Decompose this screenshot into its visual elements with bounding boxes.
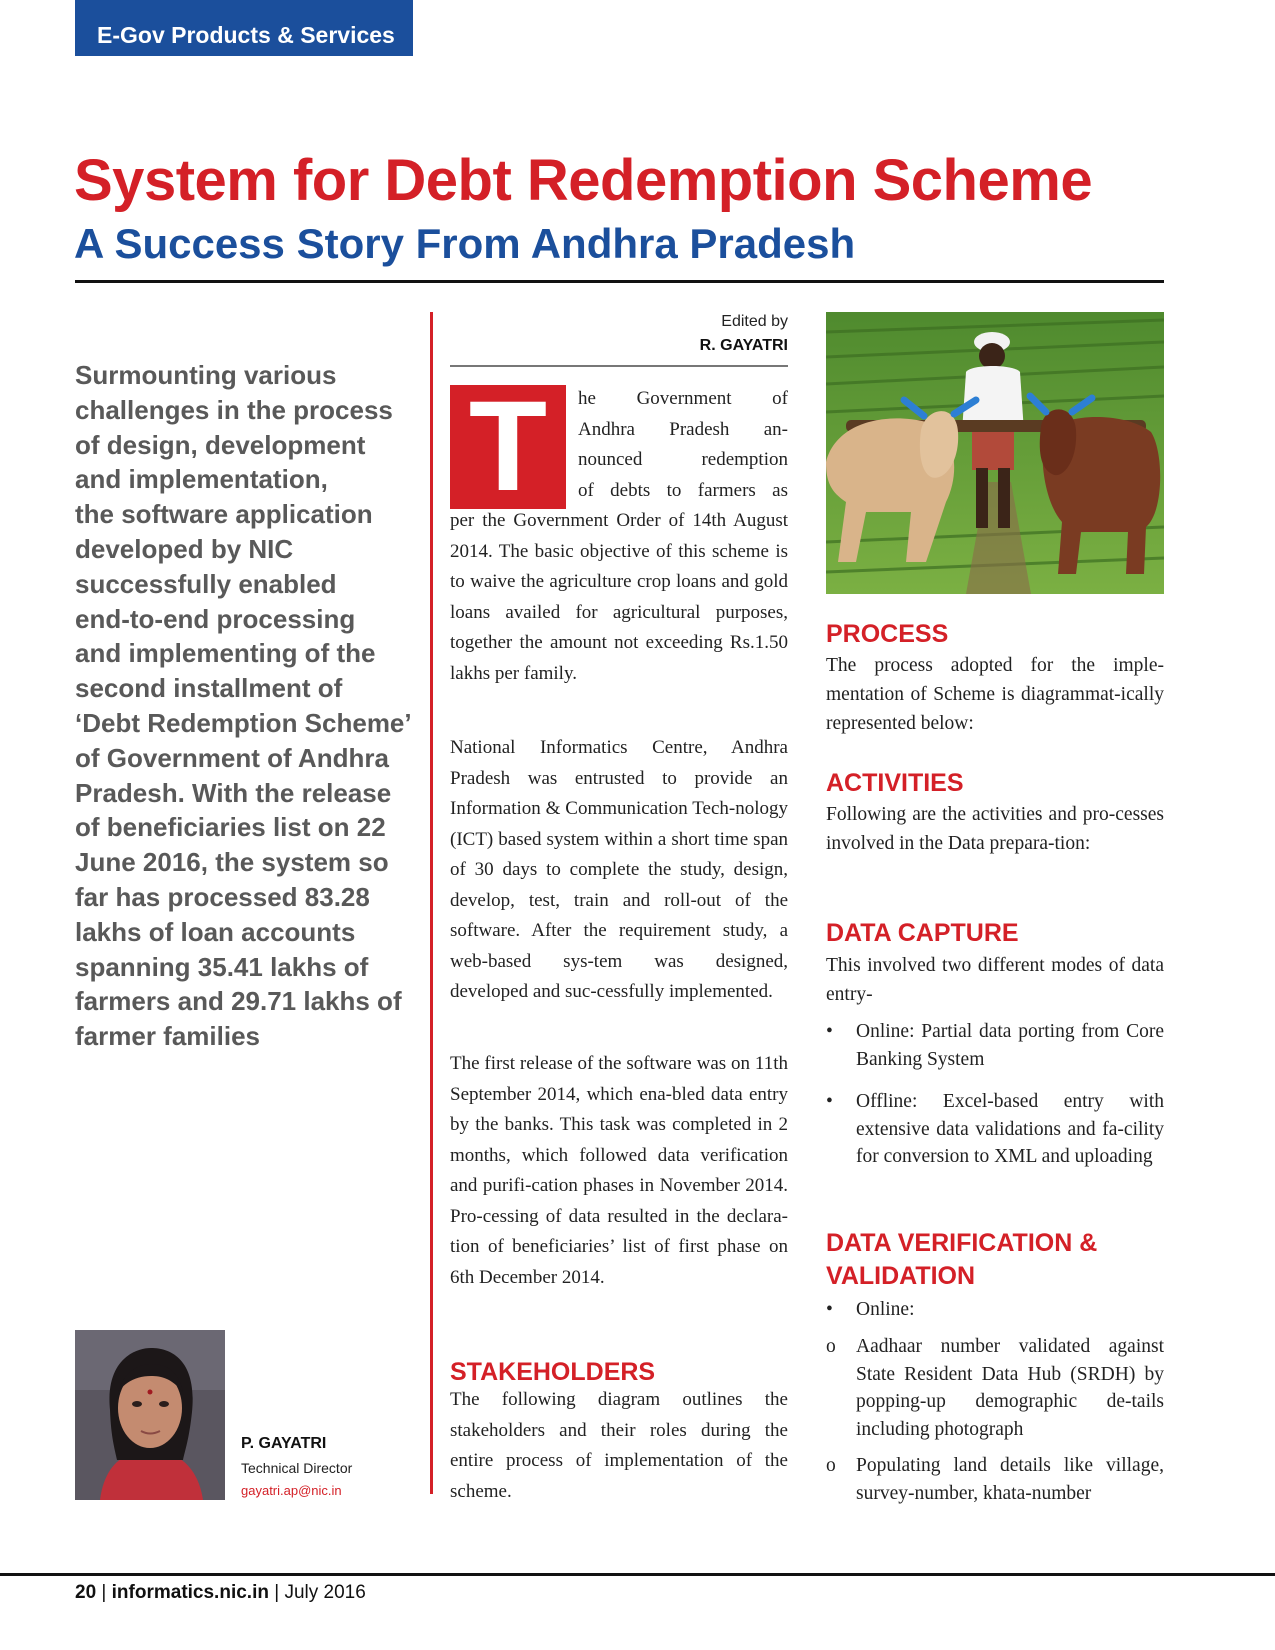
pull-quote-line: Pradesh. With the release [75, 777, 392, 808]
process-text: The process adopted for the imple-mentation of Scheme is diagrammat-ically represented below: [826, 655, 1164, 734]
intro-line: nounced redemption [578, 449, 788, 470]
editor-name: R. GAYATRI [699, 337, 788, 354]
page-subtitle: A Success Story From Andhra Pradesh [74, 220, 856, 267]
edited-by-label: Edited by [721, 313, 788, 330]
page-footer: 20 | informatics.nic.in | July 2016 [75, 1582, 366, 1603]
pull-quote-line: spanning 35.41 lakhs of [75, 951, 369, 982]
list-item [826, 1296, 1164, 1324]
page-number: 20 [75, 1582, 97, 1603]
pull-quote-line: farmer families [75, 1021, 260, 1052]
paragraph-text: The following diagram outlines the stakeholders and their roles during the entire process of implementation of the scheme. [450, 1389, 788, 1502]
pull-quote [75, 358, 415, 1054]
pull-quote-line: successfully enabled [75, 568, 337, 599]
pull-quote-line: the software application [75, 499, 373, 530]
list-item [826, 1088, 1164, 1171]
nic-paragraph [450, 733, 788, 1008]
column-divider [430, 312, 433, 1494]
author-name: P. GAYATRI [241, 1435, 327, 1452]
intro-paragraph-start [578, 384, 788, 506]
list-item-text: Offline: Excel-based entry with extensive data validations and fa-cility for conversion to XML and uploading [856, 1091, 1164, 1167]
title-divider [75, 280, 1164, 283]
pull-quote-line: of design, development [75, 429, 366, 460]
editor-divider [450, 365, 788, 367]
author-role: Technical Director [241, 1460, 353, 1476]
paragraph-text: The first release of the software was on 11th September 2014, which ena-bled data entry by the banks. This task was completed in 2 months, which followed data verification and purifi-cation phases in November 2014. Pro-cessing of data resulted in the declara-tion of beneficiaries’ list of first phase on 6th December 2014. [450, 1053, 788, 1288]
process-heading: PROCESS [826, 620, 949, 648]
pull-quote-line: far has processed 83.28 [75, 881, 370, 912]
stakeholders-paragraph [450, 1385, 788, 1507]
intro-line: he Government of [578, 388, 788, 409]
verification-heading-line: DATA VERIFICATION & [826, 1229, 1098, 1257]
footer-divider [0, 1573, 1275, 1576]
pull-quote-line: and implementation, [75, 464, 328, 495]
page-title: System for Debt Redemption Scheme [74, 148, 1093, 213]
author-email-link[interactable]: gayatri.ap@nic.in [241, 1483, 342, 1498]
farmer-ploughing-image [826, 312, 1164, 594]
activities-heading: ACTIVITIES [826, 769, 964, 797]
data-capture-text: This involved two different modes of data entry- [826, 955, 1164, 1005]
drop-cap: T [450, 385, 566, 509]
list-item-text: Populating land details like village, survey-number, khata-number [856, 1455, 1164, 1504]
paragraph-text: per the Government Order of 14th August 2014. The basic objective of this scheme is to waive the agriculture crop loans and gold loans availed for agricultural purposes, together the amount not exceeding Rs.1.50 lakhs per family. [450, 510, 788, 684]
footer-date: July 2016 [284, 1582, 366, 1603]
pull-quote-line: Surmounting various [75, 360, 337, 390]
list-item-text: Online: [856, 1299, 915, 1320]
pull-quote-line: of beneficiaries list on 22 [75, 812, 386, 843]
bullet-mark: • [826, 1299, 833, 1320]
paragraph-text: National Informatics Centre, Andhra Pradesh was entrusted to provide an Information & Communication Tech-nology (ICT) based system within a short time span of 30 days to complete the study, design, develop, test, train and roll-out of the software. After the requirement study, a web-based sys-tem was designed, developed and suc-cessfully implemented. [450, 737, 788, 1002]
section-tab: E-Gov Products & Services [75, 0, 413, 56]
pull-quote-line: farmers and 29.71 lakhs of [75, 986, 402, 1017]
intro-line: of debts to farmers as [578, 479, 788, 501]
bullet-mark: • [826, 1021, 833, 1042]
intro-line: Andhra Pradesh an- [578, 418, 788, 440]
sub-bullet-mark: o [826, 1336, 836, 1357]
list-item-text: Online: Partial data porting from Core Banking System [856, 1021, 1164, 1070]
verification-heading-line: VALIDATION [826, 1262, 976, 1290]
footer-site: informatics.nic.in [111, 1582, 269, 1603]
stakeholders-heading: STAKEHOLDERS [450, 1358, 656, 1386]
sub-list-item [826, 1333, 1164, 1443]
release-paragraph [450, 1049, 788, 1293]
pull-quote-line: second installment of [75, 673, 343, 704]
pull-quote-line: and implementing of the [75, 638, 376, 669]
list-item-text: Aadhaar number validated against State Resident Data Hub (SRDH) by popping-up demographic de-tails including photograph [856, 1336, 1164, 1440]
author-portrait-photo [75, 1330, 225, 1500]
pull-quote-line: lakhs of loan accounts [75, 916, 356, 947]
verification-heading [826, 1227, 1097, 1293]
list-item [826, 1018, 1164, 1073]
data-capture-heading: DATA CAPTURE [826, 919, 1019, 947]
pull-quote-line: end-to-end processing [75, 603, 356, 634]
activities-text: Following are the activities and pro-cesses involved in the Data prepara-tion: [826, 804, 1164, 854]
author-portrait-image [75, 1330, 225, 1500]
pull-quote-line: ‘Debt Redemption Scheme’ [75, 707, 412, 738]
bullet-mark: • [826, 1091, 833, 1112]
sub-list-item [826, 1452, 1164, 1507]
pull-quote-line: of Government of Andhra [75, 742, 389, 773]
sub-bullet-mark: o [826, 1455, 836, 1476]
pull-quote-line: developed by NIC [75, 533, 294, 564]
intro-paragraph-rest [450, 506, 788, 689]
farmer-ploughing-photo [826, 312, 1164, 594]
pull-quote-line: June 2016, the system so [75, 847, 389, 878]
pull-quote-line: challenges in the process [75, 394, 393, 425]
